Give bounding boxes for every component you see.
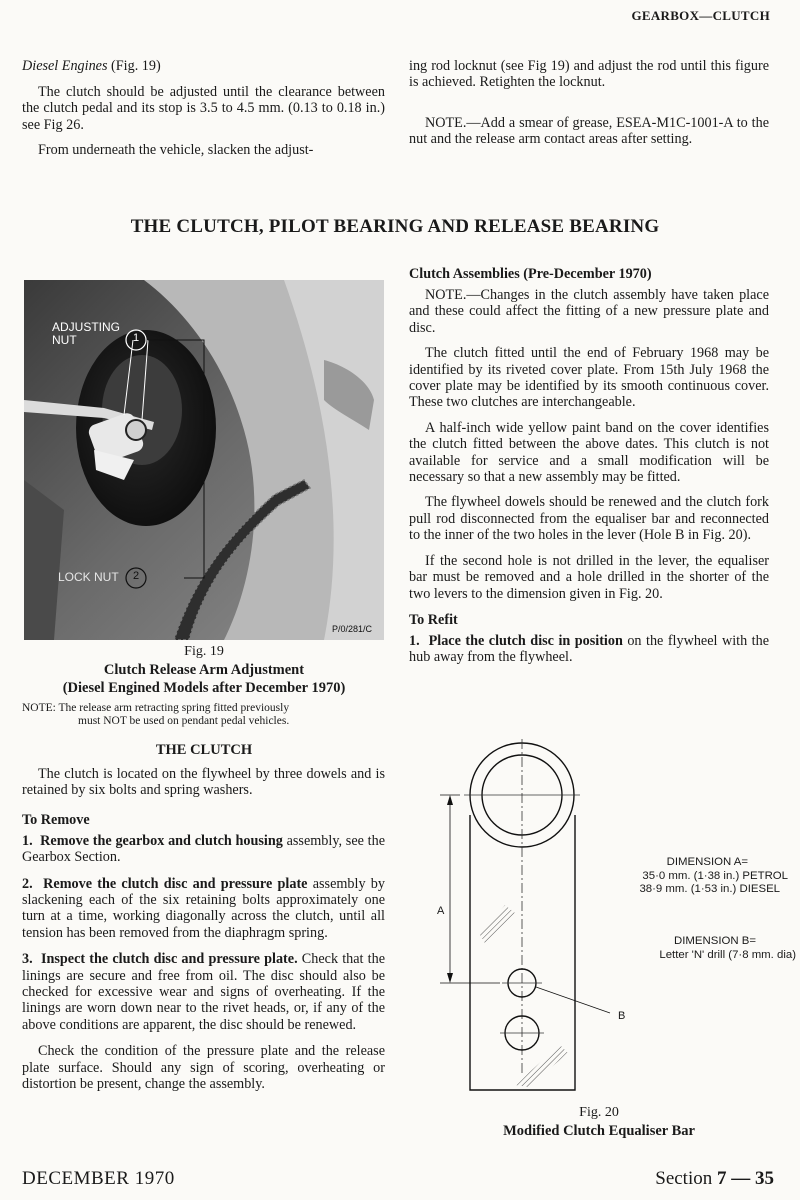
the-clutch-heading: THE CLUTCH [155,742,253,758]
dimension-a-marker: A [437,905,445,917]
dimension-a-spec: DIMENSION A= 35·0 mm. (1·38 in.) PETROL 38·9 mm. (1·53 in.) DIESEL [639,856,788,895]
assemblies-p2: The clutch fitted until the end of February 1968 may be identified by its riveted cover plate. From 15th July 1968 the cover plate may be identified by its smooth continuous cover. These two clutches are interchangeable. [409,345,769,411]
assemblies-heading: Clutch Assemblies (Pre-December 1970) [409,266,652,282]
photo-code: P/0/281/C [332,624,373,634]
top-left-column [22,58,385,159]
equaliser-bar-diagram [420,735,800,1105]
fig19-caption [24,644,384,697]
adjusting-nut-label: ADJUSTING NUT [52,320,121,347]
section-title: THE CLUTCH, PILOT BEARING AND RELEASE BEARING [130,216,660,237]
callout-2: 2 [132,570,140,582]
to-remove-heading: To Remove [22,811,90,828]
assemblies-column [409,266,769,666]
clearance-paragraph: The clutch should be adjusted until the clearance between the clutch pedal and its stop is 3.5 to 4.5 mm. (0.13 to 0.18 in.) see Fig 26. [22,84,385,133]
footer-date: DECEMBER 1970 [22,1168,175,1189]
fig20-number: Fig. 20 [579,1105,619,1120]
fig19-note: NOTE: The release arm retracting spring fitted previously must NOT be used on pendant pedal vehicles. [22,702,290,727]
assemblies-note: NOTE.—Changes in the clutch assembly have taken place and these could affect the fitting of a new pressure plate and disc. [409,287,769,336]
refit-step-1: 1. Place the clutch disc in position on the flywheel with the hub away from the flywheel. [409,632,769,666]
to-refit-heading: To Refit [409,611,458,628]
fig19-number: Fig. 19 [184,644,224,659]
remove-step-2: 2. Remove the clutch disc and pressure plate assembly by slackening each of the six retaining bolts approximately one turn at a time, working diagonally across the clutch, until all tension has been removed from the diaphragm spring. [22,875,385,941]
check-pressure-plate: Check the condition of the pressure plate and the release plate surface. Should any sign of scoring, overheating or distortion be present, change the assembly. [22,1043,385,1093]
slacken-paragraph: From underneath the vehicle, slacken the adjust- [38,142,314,159]
assemblies-p3: A half-inch wide yellow paint band on the cover identifies the clutch fitted between the above dates. This clutch is not available for service and a small modification will be necessary so that a new assembly may be fitted. [409,419,769,486]
dimension-b-spec: DIMENSION B= Letter 'N' drill (7·8 mm. dia) [659,935,796,961]
dimension-b-marker: B [618,1010,626,1022]
diesel-engines-heading: Diesel Engines (Fig. 19) [22,58,161,74]
callout-1: 1 [132,332,140,344]
assemblies-p4: The flywheel dowels should be renewed and the clutch fork pull rod disconnected from the equaliser bar and reconnected to the inner of the two holes in the lever (Hole B in Fig. 20). [409,494,769,544]
locknut-paragraph: ing rod locknut (see Fig 19) and adjust the rod until this figure is achieved. Retighten the locknut. [409,58,769,91]
running-header: GEARBOX—CLUTCH [631,8,770,23]
assemblies-p5: If the second hole is not drilled in the lever, the equaliser bar must be removed and a hole drilled in the shorter of the two levers to the dimension given in Fig. 20. [409,552,769,602]
fig20-caption [409,1105,789,1140]
clutch-left-column [22,766,385,1093]
fig19-subtitle: (Diesel Engined Models after December 1970) [62,680,346,696]
grease-note: NOTE.—Add a smear of grease, ESEA-M1C-1001-A to the nut and the release arm contact areas after setting. [409,114,769,148]
remove-step-1: 1. Remove the gearbox and clutch housing assembly, see the Gearbox Section. [22,832,386,866]
clutch-intro: The clutch is located on the flywheel by three dowels and is retained by six bolts and spring washers. [22,766,385,799]
release-arm-photo [24,280,384,640]
fig20-title: Modified Clutch Equaliser Bar [503,1123,695,1139]
lock-nut-label: LOCK NUT [58,570,119,584]
fig19-title: Clutch Release Arm Adjustment [103,662,305,678]
footer-section: Section 7 — 35 [655,1168,774,1189]
top-right-column [409,58,769,148]
remove-step-3: 3. Inspect the clutch disc and pressure plate. Check that the linings are secure and free from oil. The disc should also be checked for excessive wear and signs of overheating. If the linings are worn down near to the rivet heads, or, if any of the above conditions are apparent, the disc should be renewed. [22,951,385,1033]
